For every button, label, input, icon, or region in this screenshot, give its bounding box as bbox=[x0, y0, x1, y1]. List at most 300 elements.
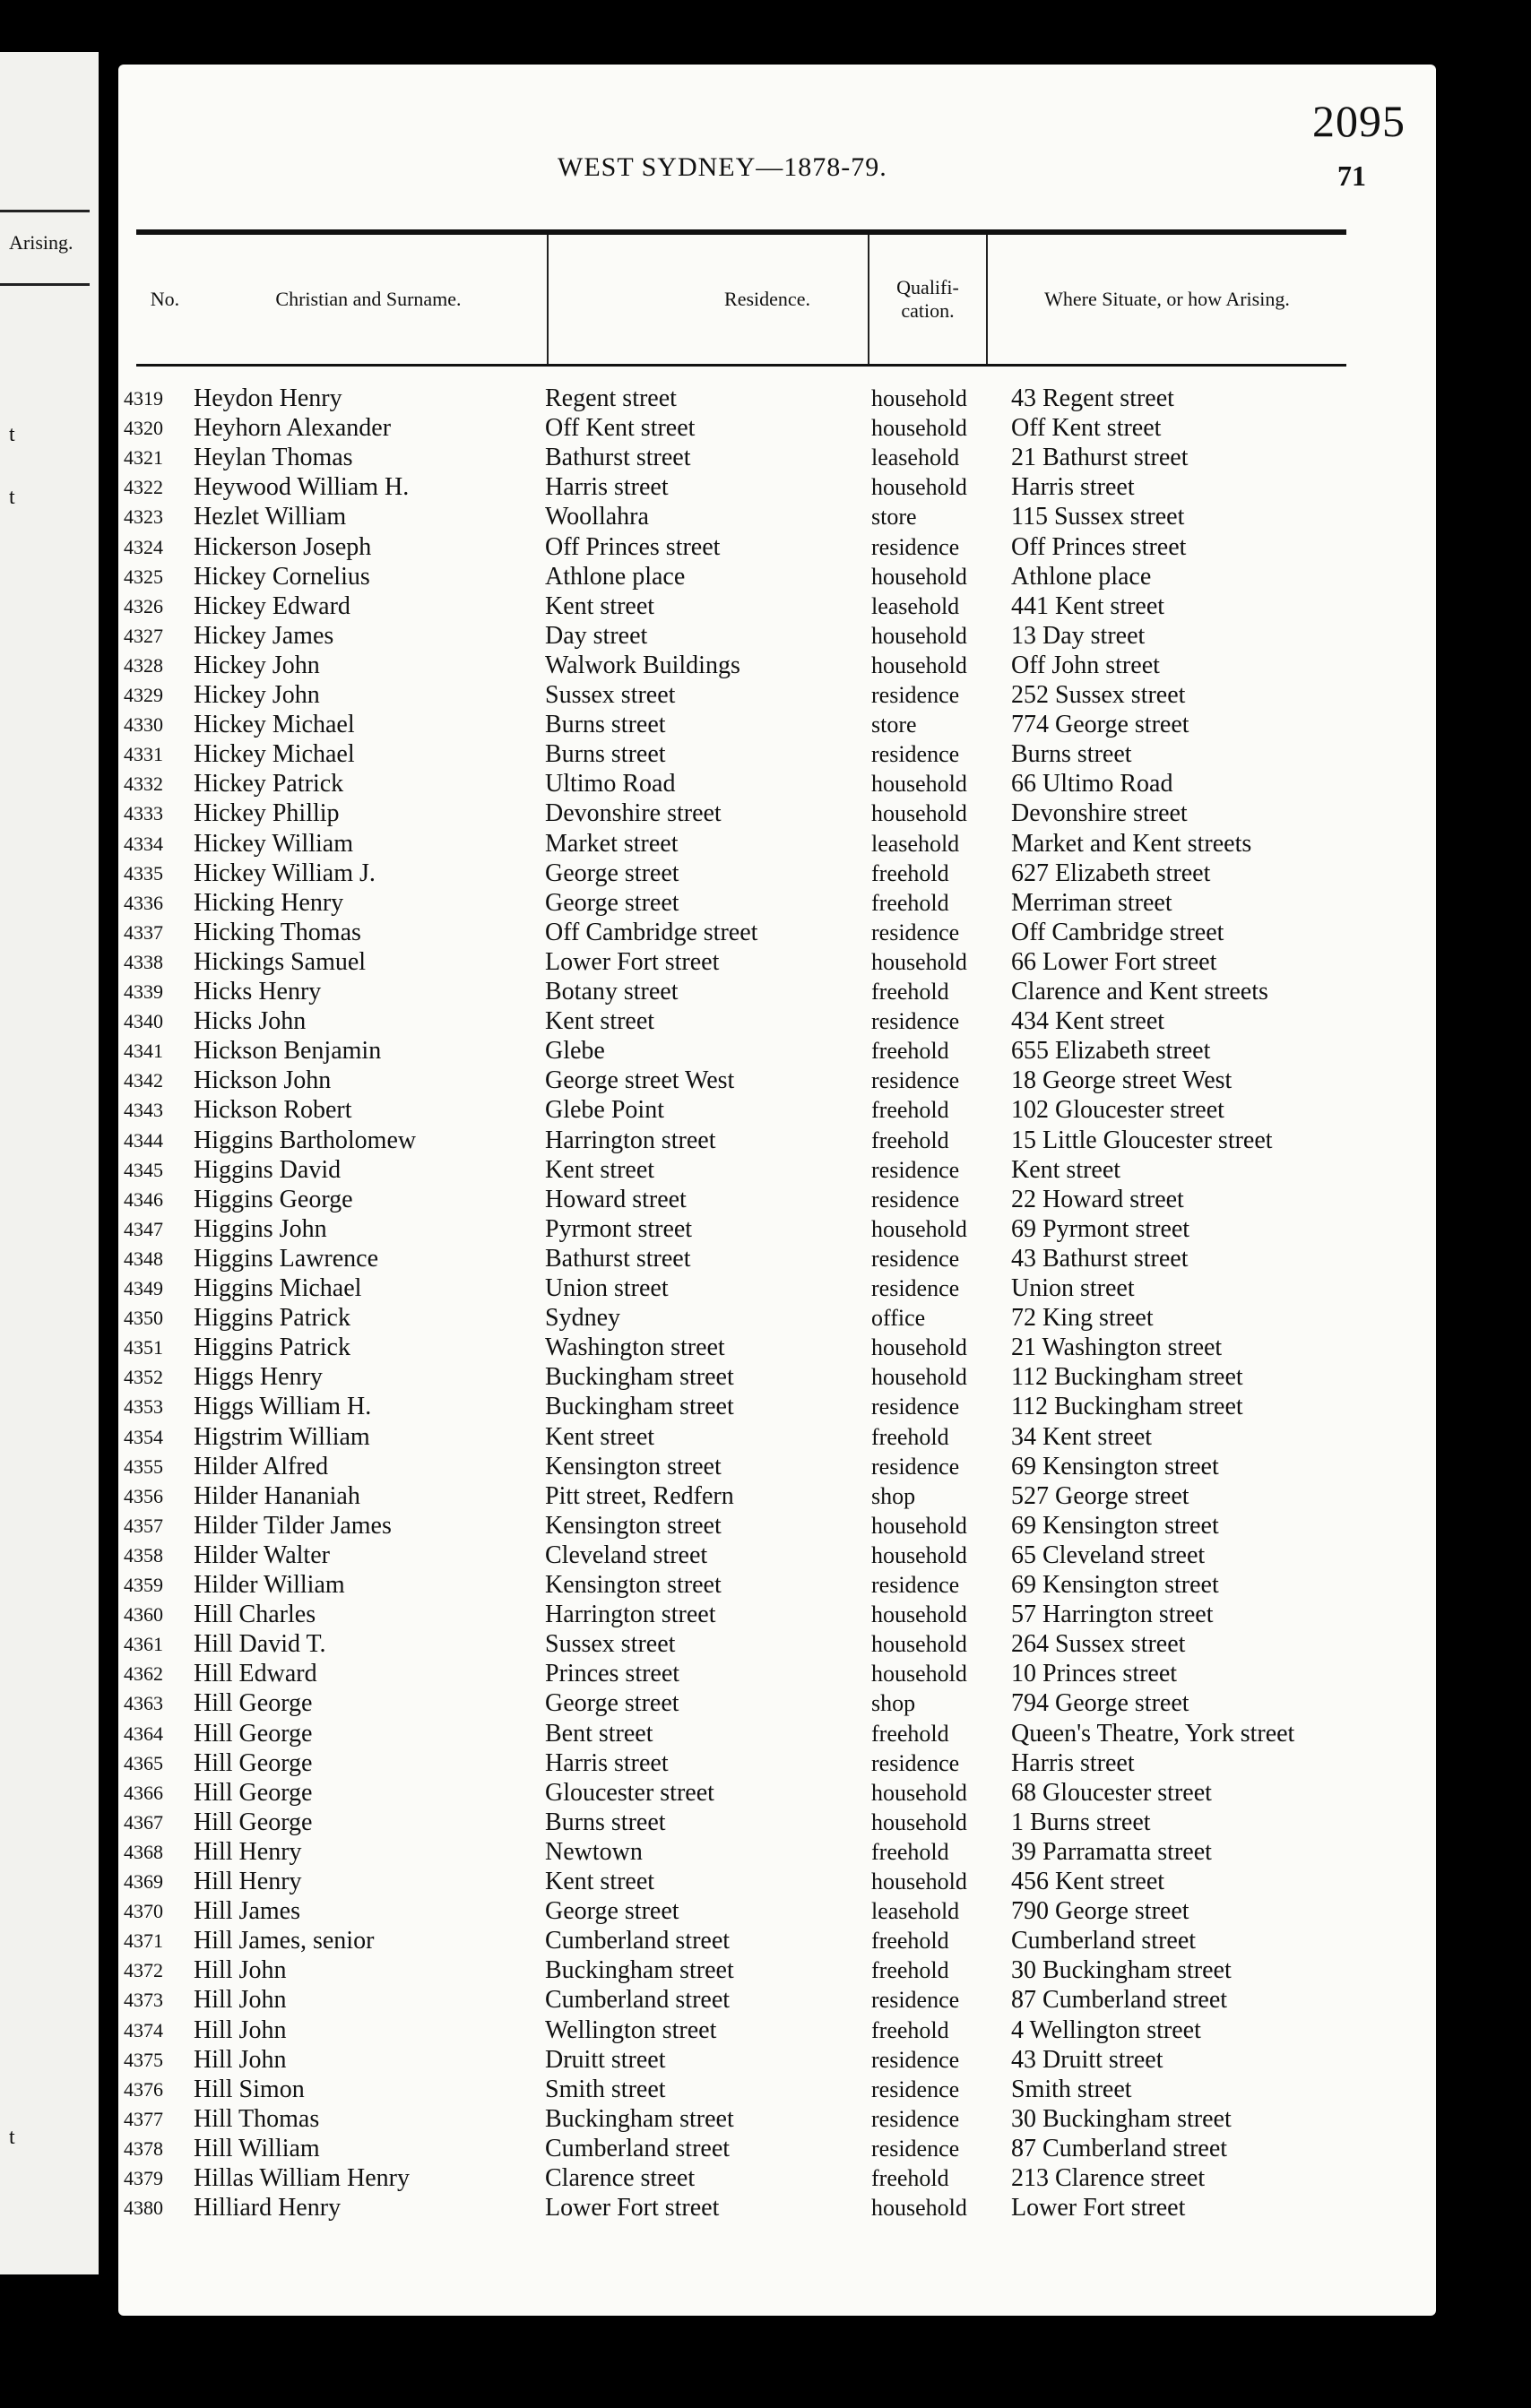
entry-name: Higgins Patrick bbox=[194, 1333, 350, 1362]
entry-residence: Union street bbox=[545, 1274, 669, 1302]
entry-name: Hill James, senior bbox=[194, 1927, 375, 1955]
header-name: Christian and Surname. bbox=[275, 287, 462, 310]
table-row bbox=[118, 1511, 1436, 1541]
table-row bbox=[118, 562, 1436, 591]
entry-number: 4376 bbox=[124, 2077, 163, 2101]
entry-where-situate: 213 Clarence street bbox=[1011, 2164, 1206, 2192]
table-row bbox=[118, 1303, 1436, 1333]
entry-qualification: store bbox=[871, 504, 917, 531]
table-row bbox=[118, 1273, 1436, 1303]
folio-number: 71 bbox=[1337, 160, 1366, 192]
entry-name: Higgins David bbox=[194, 1155, 342, 1184]
entry-number: 4333 bbox=[124, 802, 163, 825]
entry-number: 4372 bbox=[124, 1959, 163, 1982]
entry-where-situate: Harris street bbox=[1011, 473, 1135, 502]
entry-qualification: household bbox=[871, 415, 967, 442]
entry-residence: Princes street bbox=[545, 1660, 680, 1688]
entry-residence: Market street bbox=[545, 829, 679, 858]
entry-where-situate: Cumberland street bbox=[1011, 1927, 1197, 1955]
entry-residence: Pyrmont street bbox=[545, 1214, 693, 1243]
table-row bbox=[118, 472, 1436, 502]
entry-where-situate: 69 Kensington street bbox=[1011, 1511, 1219, 1540]
entry-qualification: shop bbox=[871, 1690, 916, 1717]
entry-residence: Woollahra bbox=[545, 503, 649, 531]
entry-name: Hickson Benjamin bbox=[194, 1037, 382, 1066]
entry-residence: Smith street bbox=[545, 2075, 666, 2103]
entry-number: 4321 bbox=[124, 446, 163, 470]
entry-qualification: residence bbox=[871, 1186, 960, 1213]
table-row bbox=[118, 1155, 1436, 1185]
entry-where-situate: 627 Elizabeth street bbox=[1011, 859, 1211, 887]
entry-residence: Bathurst street bbox=[545, 1244, 691, 1273]
entry-residence: Kent street bbox=[545, 1868, 655, 1895]
entry-residence: Botany street bbox=[545, 978, 679, 1005]
entry-where-situate: 34 Kent street bbox=[1011, 1422, 1153, 1451]
entry-name: Hickey James bbox=[194, 621, 334, 650]
entry-name: Hezlet William bbox=[194, 503, 347, 531]
table-row bbox=[118, 710, 1436, 739]
table-row bbox=[118, 1452, 1436, 1481]
entry-name: Hickey Phillip bbox=[194, 799, 340, 828]
entry-where-situate: 57 Harrington street bbox=[1011, 1601, 1214, 1629]
table-row bbox=[118, 1867, 1436, 1896]
entry-number: 4377 bbox=[124, 2107, 163, 2130]
entry-name: Hill John bbox=[194, 1956, 287, 1985]
entry-residence: Bent street bbox=[545, 1719, 653, 1748]
table-row bbox=[118, 1570, 1436, 1600]
entry-qualification: residence bbox=[871, 1156, 960, 1183]
entry-name: Hickey William J. bbox=[194, 859, 376, 887]
entry-where-situate: 794 George street bbox=[1011, 1689, 1189, 1718]
table-row bbox=[118, 1036, 1436, 1066]
entry-residence: Athlone place bbox=[545, 562, 686, 591]
entry-residence: Off Princes street bbox=[545, 532, 721, 561]
entry-qualification: freehold bbox=[871, 2016, 949, 2043]
entry-number: 4332 bbox=[124, 772, 163, 796]
entry-name: Hicking Thomas bbox=[194, 918, 361, 946]
entry-where-situate: Merriman street bbox=[1011, 888, 1172, 917]
entry-qualification: freehold bbox=[871, 1423, 949, 1450]
entry-where-situate: 112 Buckingham street bbox=[1011, 1363, 1243, 1392]
entry-name: Hill John bbox=[194, 1986, 287, 2015]
entry-name: Hicks Henry bbox=[194, 978, 322, 1005]
entry-residence: Druitt street bbox=[545, 2045, 666, 2074]
entry-residence: Buckingham street bbox=[545, 2104, 734, 2133]
entry-qualification: residence bbox=[871, 2135, 960, 2162]
entry-number: 4326 bbox=[124, 594, 163, 617]
entry-where-situate: Off Cambridge street bbox=[1011, 918, 1224, 946]
entry-where-situate: 87 Cumberland street bbox=[1011, 1986, 1228, 2015]
entry-number: 4365 bbox=[124, 1751, 163, 1774]
entry-where-situate: 252 Sussex street bbox=[1011, 681, 1186, 709]
entry-residence: Glebe bbox=[545, 1037, 605, 1066]
entry-name: Hill Simon bbox=[194, 2075, 305, 2103]
entry-where-situate: 4 Wellington street bbox=[1011, 2015, 1201, 2044]
entry-name: Hickey William bbox=[194, 829, 353, 858]
entry-where-situate: 441 Kent street bbox=[1011, 591, 1165, 620]
entry-residence: Off Kent street bbox=[545, 414, 696, 443]
entry-residence: Off Cambridge street bbox=[545, 918, 758, 946]
table-row bbox=[118, 591, 1436, 621]
entry-residence: Kent street bbox=[545, 1155, 655, 1184]
entry-number: 4323 bbox=[124, 505, 163, 529]
entry-residence: Burns street bbox=[545, 711, 666, 739]
entry-qualification: household bbox=[871, 2195, 967, 2222]
entry-where-situate: 115 Sussex street bbox=[1011, 503, 1185, 531]
entry-number: 4342 bbox=[124, 1069, 163, 1092]
entry-where-situate: 43 Druitt street bbox=[1011, 2045, 1163, 2074]
entry-name: Hicking Henry bbox=[194, 888, 344, 917]
table-row bbox=[118, 947, 1436, 977]
table-row bbox=[118, 1719, 1436, 1748]
entry-qualification: residence bbox=[871, 1749, 960, 1776]
facing-page-fragment: t bbox=[9, 2126, 15, 2149]
table-row bbox=[118, 532, 1436, 562]
entry-residence: Lower Fort street bbox=[545, 2194, 720, 2222]
entry-qualification: household bbox=[871, 385, 967, 411]
entry-number: 4370 bbox=[124, 1900, 163, 1923]
entry-qualification: household bbox=[871, 1334, 967, 1361]
entry-number: 4319 bbox=[124, 387, 163, 410]
entry-residence: George street bbox=[545, 859, 679, 887]
entry-residence: Cleveland street bbox=[545, 1541, 708, 1569]
table-row bbox=[118, 1688, 1436, 1718]
entry-name: Higstrim William bbox=[194, 1422, 370, 1451]
entry-residence: Harrington street bbox=[545, 1126, 716, 1154]
table-row bbox=[118, 2134, 1436, 2163]
entry-qualification: residence bbox=[871, 1453, 960, 1480]
entry-qualification: residence bbox=[871, 1394, 960, 1420]
entry-number: 4380 bbox=[124, 2197, 163, 2220]
table-row bbox=[118, 918, 1436, 947]
entry-name: Hill Henry bbox=[194, 1868, 302, 1895]
entry-number: 4343 bbox=[124, 1099, 163, 1122]
entry-where-situate: Off Kent street bbox=[1011, 414, 1162, 443]
entry-residence: Burns street bbox=[545, 740, 666, 769]
entry-qualification: shop bbox=[871, 1482, 916, 1509]
facing-page-fragment: t bbox=[9, 486, 15, 509]
entry-number: 4355 bbox=[124, 1454, 163, 1478]
entry-where-situate: 790 George street bbox=[1011, 1897, 1189, 1926]
table-row bbox=[118, 2045, 1436, 2075]
entry-qualification: freehold bbox=[871, 1838, 949, 1865]
entry-where-situate: 68 Gloucester street bbox=[1011, 1778, 1212, 1807]
entry-residence: Day street bbox=[545, 621, 648, 650]
entry-qualification: residence bbox=[871, 682, 960, 708]
entry-qualification: residence bbox=[871, 1987, 960, 2014]
entry-qualification: freehold bbox=[871, 2165, 949, 2191]
entry-name: Hickey Michael bbox=[194, 711, 355, 739]
entry-residence: Cumberland street bbox=[545, 1927, 731, 1955]
entry-name: Higgs Henry bbox=[194, 1363, 323, 1392]
entry-where-situate: 43 Bathurst street bbox=[1011, 1244, 1189, 1273]
entry-number: 4322 bbox=[124, 476, 163, 499]
entry-where-situate: 527 George street bbox=[1011, 1481, 1189, 1510]
header-where: Where Situate, or how Arising. bbox=[1044, 287, 1290, 310]
entry-number: 4334 bbox=[124, 832, 163, 855]
entry-residence: Kensington street bbox=[545, 1452, 722, 1480]
entry-residence: Kensington street bbox=[545, 1511, 722, 1540]
table-row bbox=[118, 1808, 1436, 1837]
entry-qualification: household bbox=[871, 622, 967, 649]
entry-residence: Lower Fort street bbox=[545, 947, 720, 976]
entry-name: Hickey Michael bbox=[194, 740, 355, 769]
facing-page-rule bbox=[0, 210, 90, 212]
entry-residence: Pitt street, Redfern bbox=[545, 1481, 734, 1510]
entry-number: 4328 bbox=[124, 653, 163, 677]
entry-where-situate: 69 Kensington street bbox=[1011, 1571, 1219, 1599]
entry-residence: Glebe Point bbox=[545, 1096, 664, 1125]
entry-where-situate: Kent street bbox=[1011, 1155, 1121, 1184]
entry-name: Heydon Henry bbox=[194, 384, 342, 412]
entry-qualification: store bbox=[871, 712, 917, 738]
entry-where-situate: 21 Washington street bbox=[1011, 1333, 1223, 1362]
entry-name: Hickings Samuel bbox=[194, 947, 367, 976]
entry-where-situate: 655 Elizabeth street bbox=[1011, 1037, 1211, 1066]
entry-where-situate: 66 Ultimo Road bbox=[1011, 770, 1173, 798]
facing-page-edge bbox=[0, 52, 99, 2274]
entry-name: Hilliard Henry bbox=[194, 2194, 342, 2222]
facing-page-fragment: t bbox=[9, 423, 15, 446]
entry-residence: Sussex street bbox=[545, 1630, 676, 1659]
entry-residence: Cumberland street bbox=[545, 1986, 731, 2015]
table-row bbox=[118, 859, 1436, 888]
table-row bbox=[118, 1362, 1436, 1392]
entry-where-situate: 39 Parramatta street bbox=[1011, 1837, 1212, 1866]
table-row bbox=[118, 1541, 1436, 1570]
entry-qualification: household bbox=[871, 771, 967, 798]
entry-name: Hill William bbox=[194, 2134, 320, 2162]
entry-number: 4373 bbox=[124, 1989, 163, 2012]
table-row bbox=[118, 1896, 1436, 1926]
entry-where-situate: 65 Cleveland street bbox=[1011, 1541, 1206, 1569]
entry-number: 4349 bbox=[124, 1277, 163, 1299]
entry-qualification: residence bbox=[871, 2076, 960, 2102]
entry-name: Hickson Robert bbox=[194, 1096, 352, 1125]
entry-number: 4339 bbox=[124, 980, 163, 1003]
entry-residence: Sydney bbox=[545, 1304, 620, 1333]
entry-qualification: freehold bbox=[871, 1097, 949, 1124]
entry-qualification: household bbox=[871, 1512, 967, 1539]
table-row bbox=[118, 1985, 1436, 2015]
entry-where-situate: Athlone place bbox=[1011, 562, 1152, 591]
header-qualification: Qualifi- cation. bbox=[896, 275, 959, 322]
header-residence: Residence. bbox=[724, 287, 810, 310]
entry-where-situate: 15 Little Gloucester street bbox=[1011, 1126, 1273, 1154]
table-row bbox=[118, 1214, 1436, 1244]
entry-qualification: freehold bbox=[871, 979, 949, 1005]
entry-qualification: residence bbox=[871, 1067, 960, 1094]
entry-qualification: household bbox=[871, 1779, 967, 1806]
entry-name: Hilder William bbox=[194, 1571, 345, 1599]
entry-name: Hillas William Henry bbox=[194, 2164, 410, 2192]
entry-number: 4378 bbox=[124, 2136, 163, 2160]
entry-name: Hickey Edward bbox=[194, 591, 350, 620]
entry-number: 4357 bbox=[124, 1514, 163, 1537]
entry-qualification: leasehold bbox=[871, 592, 960, 619]
entry-name: Hickey Patrick bbox=[194, 770, 344, 798]
table-row bbox=[118, 1629, 1436, 1659]
entry-where-situate: 1 Burns street bbox=[1011, 1808, 1151, 1836]
entry-number: 4340 bbox=[124, 1010, 163, 1033]
entry-name: Hicks John bbox=[194, 1007, 307, 1036]
entry-residence: Howard street bbox=[545, 1185, 687, 1213]
entry-name: Hill George bbox=[194, 1719, 313, 1748]
entry-name: Hill Charles bbox=[194, 1601, 316, 1629]
table-row bbox=[118, 1095, 1436, 1125]
entry-name: Hickey Cornelius bbox=[194, 562, 370, 591]
entry-residence: Buckingham street bbox=[545, 1363, 734, 1392]
entry-number: 4364 bbox=[124, 1722, 163, 1745]
entry-where-situate: 112 Buckingham street bbox=[1011, 1393, 1243, 1421]
entry-name: Heylan Thomas bbox=[194, 444, 353, 472]
table-row bbox=[118, 1392, 1436, 1421]
entry-qualification: household bbox=[871, 948, 967, 975]
entry-name: Hickson John bbox=[194, 1066, 332, 1095]
entry-qualification: freehold bbox=[871, 1720, 949, 1747]
entry-where-situate: 66 Lower Fort street bbox=[1011, 947, 1217, 976]
entry-residence: George street bbox=[545, 1689, 679, 1718]
entry-name: Hill John bbox=[194, 2015, 287, 2044]
entry-qualification: freehold bbox=[871, 1928, 949, 1955]
header-bottom-rule bbox=[136, 364, 1346, 367]
entry-qualification: leasehold bbox=[871, 1898, 960, 1925]
table-row bbox=[118, 829, 1436, 859]
entry-where-situate: 69 Pyrmont street bbox=[1011, 1214, 1190, 1243]
entry-number: 4324 bbox=[124, 535, 163, 558]
entry-qualification: household bbox=[871, 1661, 967, 1687]
entry-name: Hickey John bbox=[194, 651, 320, 679]
entry-residence: Newtown bbox=[545, 1837, 643, 1866]
entry-name: Higgs William H. bbox=[194, 1393, 372, 1421]
table-row bbox=[118, 1126, 1436, 1155]
entry-number: 4361 bbox=[124, 1633, 163, 1656]
entry-number: 4350 bbox=[124, 1307, 163, 1330]
entry-residence: Wellington street bbox=[545, 2015, 717, 2044]
entry-number: 4329 bbox=[124, 684, 163, 706]
entry-residence: Regent street bbox=[545, 384, 677, 412]
table-row bbox=[118, 2163, 1436, 2193]
entry-qualification: residence bbox=[871, 2046, 960, 2073]
entry-residence: Ultimo Road bbox=[545, 770, 676, 798]
entry-where-situate: Clarence and Kent streets bbox=[1011, 978, 1268, 1005]
entry-residence: Kent street bbox=[545, 1422, 655, 1451]
entry-where-situate: 22 Howard street bbox=[1011, 1185, 1184, 1213]
table-row bbox=[118, 2193, 1436, 2222]
entry-residence: Burns street bbox=[545, 1808, 666, 1836]
table-row bbox=[118, 769, 1436, 798]
entry-where-situate: 69 Kensington street bbox=[1011, 1452, 1219, 1480]
table-row bbox=[118, 1837, 1436, 1867]
table-row bbox=[118, 1185, 1436, 1214]
entry-qualification: residence bbox=[871, 2105, 960, 2132]
entry-residence: Buckingham street bbox=[545, 1393, 734, 1421]
table-row bbox=[118, 1659, 1436, 1688]
entry-where-situate: Queen's Theatre, York street bbox=[1011, 1719, 1295, 1748]
entry-where-situate: Devonshire street bbox=[1011, 799, 1188, 828]
entry-qualification: residence bbox=[871, 1275, 960, 1301]
entry-qualification: leasehold bbox=[871, 444, 960, 471]
entry-name: Higgins Bartholomew bbox=[194, 1126, 417, 1154]
entry-qualification: leasehold bbox=[871, 830, 960, 857]
document-page bbox=[118, 65, 1436, 2316]
entry-number: 4368 bbox=[124, 1840, 163, 1863]
entry-number: 4354 bbox=[124, 1425, 163, 1448]
entry-where-situate: 87 Cumberland street bbox=[1011, 2134, 1228, 2162]
table-row bbox=[118, 1481, 1436, 1511]
entry-qualification: household bbox=[871, 1601, 967, 1628]
entry-name: Higgins John bbox=[194, 1214, 327, 1243]
entry-qualification: household bbox=[871, 1869, 967, 1894]
entry-qualification: household bbox=[871, 563, 967, 590]
entry-number: 4325 bbox=[124, 565, 163, 588]
entry-number: 4375 bbox=[124, 2048, 163, 2071]
entry-qualification: household bbox=[871, 1364, 967, 1391]
entry-number: 4331 bbox=[124, 743, 163, 766]
entry-number: 4371 bbox=[124, 1929, 163, 1953]
entry-qualification: freehold bbox=[871, 1126, 949, 1153]
entry-number: 4344 bbox=[124, 1128, 163, 1152]
entry-name: Higgins George bbox=[194, 1185, 353, 1213]
entry-where-situate: Market and Kent streets bbox=[1011, 829, 1252, 858]
table-row bbox=[118, 977, 1436, 1006]
table-row bbox=[118, 1926, 1436, 1955]
entry-where-situate: Smith street bbox=[1011, 2075, 1132, 2103]
entry-number: 4374 bbox=[124, 2018, 163, 2041]
entry-qualification: residence bbox=[871, 919, 960, 945]
entry-name: Higgins Lawrence bbox=[194, 1244, 379, 1273]
entry-name: Hill John bbox=[194, 2045, 287, 2074]
entry-where-situate: 13 Day street bbox=[1011, 621, 1146, 650]
entry-qualification: freehold bbox=[871, 1038, 949, 1065]
entry-number: 4335 bbox=[124, 861, 163, 885]
table-row bbox=[118, 1955, 1436, 1985]
entry-name: Hill James bbox=[194, 1897, 300, 1926]
entry-qualification: freehold bbox=[871, 889, 949, 916]
table-row bbox=[118, 384, 1436, 413]
entry-residence: Gloucester street bbox=[545, 1778, 714, 1807]
entry-residence: Kent street bbox=[545, 591, 655, 620]
entry-qualification: household bbox=[871, 1541, 967, 1568]
entry-where-situate: 30 Buckingham street bbox=[1011, 2104, 1232, 2133]
entry-qualification: household bbox=[871, 800, 967, 827]
table-row bbox=[118, 1244, 1436, 1273]
entry-qualification: residence bbox=[871, 533, 960, 560]
entry-number: 4352 bbox=[124, 1366, 163, 1389]
entry-qualification: residence bbox=[871, 1245, 960, 1272]
entry-qualification: freehold bbox=[871, 859, 949, 886]
entry-number: 4320 bbox=[124, 417, 163, 440]
entry-name: Hilder Alfred bbox=[194, 1452, 329, 1480]
entry-name: Hill Edward bbox=[194, 1660, 317, 1688]
table-row bbox=[118, 888, 1436, 918]
entry-where-situate: Harris street bbox=[1011, 1748, 1135, 1777]
entry-residence: Cumberland street bbox=[545, 2134, 731, 2162]
entry-number: 4327 bbox=[124, 624, 163, 647]
entry-name: Hilder Walter bbox=[194, 1541, 330, 1569]
entry-name: Hill George bbox=[194, 1778, 313, 1807]
entry-name: Higgins Michael bbox=[194, 1274, 362, 1302]
header-no: No. bbox=[150, 287, 180, 310]
table-row bbox=[118, 1778, 1436, 1808]
entry-number: 4356 bbox=[124, 1484, 163, 1507]
entry-number: 4336 bbox=[124, 891, 163, 914]
entry-name: Hill George bbox=[194, 1689, 313, 1718]
entry-where-situate: 21 Bathurst street bbox=[1011, 444, 1189, 472]
entry-number: 4345 bbox=[124, 1158, 163, 1181]
entry-where-situate: 456 Kent street bbox=[1011, 1868, 1165, 1895]
entry-name: Higgins Patrick bbox=[194, 1304, 350, 1333]
